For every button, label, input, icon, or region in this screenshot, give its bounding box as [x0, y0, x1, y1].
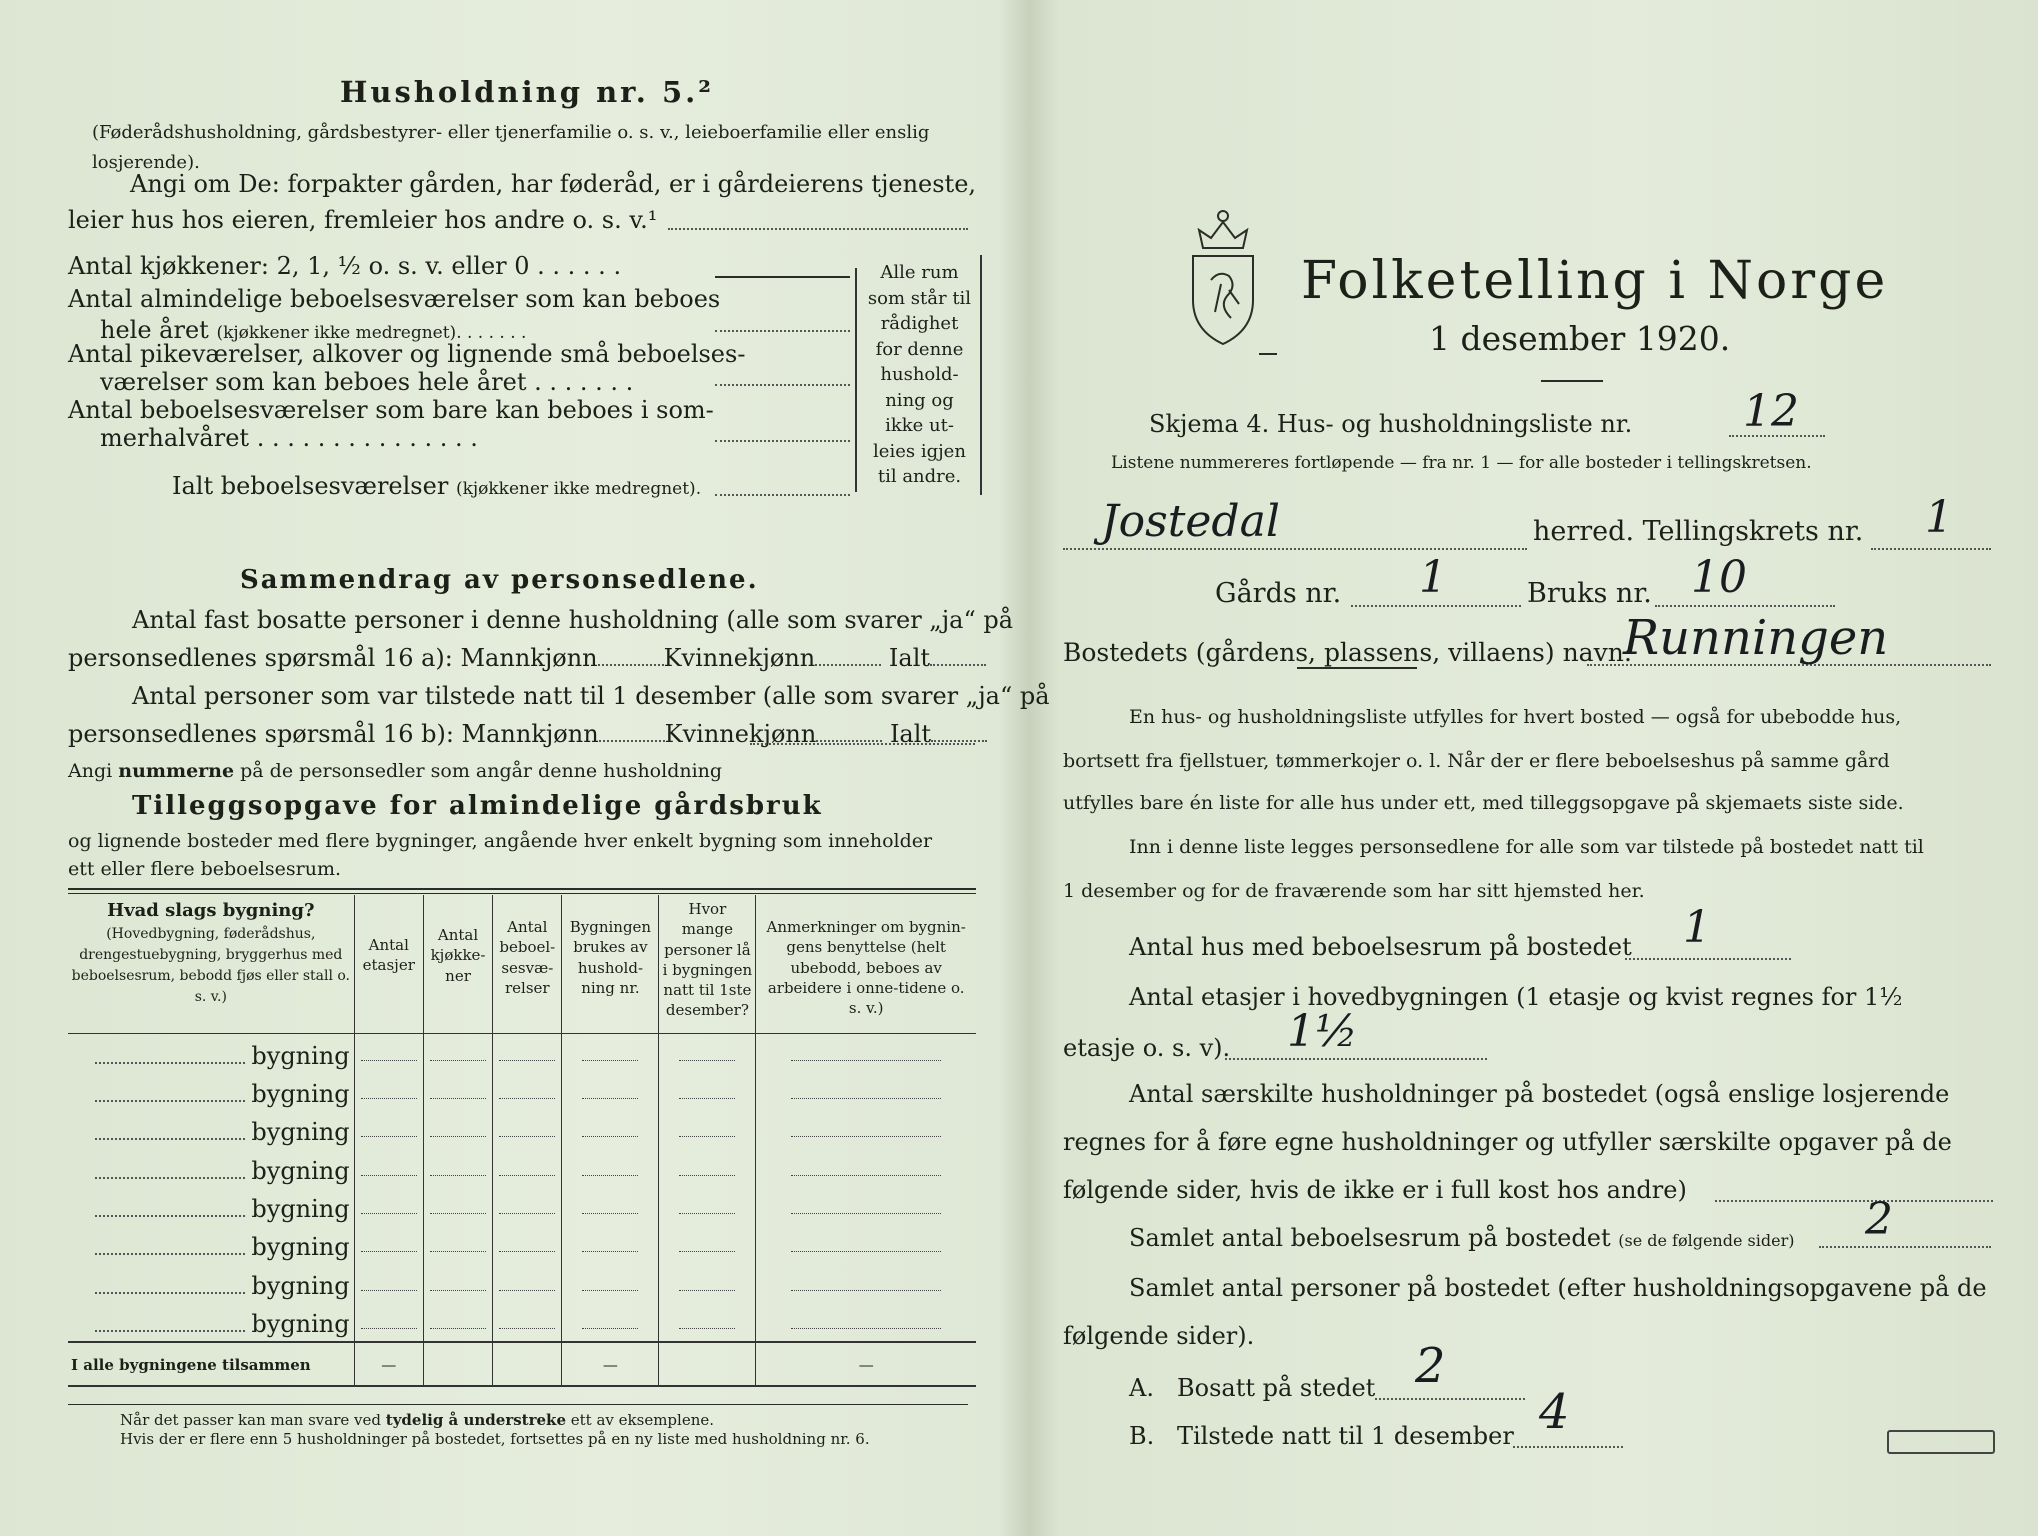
numbering-note: Listene nummereres fortløpende — fra nr. 1 — for alle bosteder i tellingskretsen. [1111, 453, 1812, 473]
building-row[interactable] [68, 1110, 976, 1148]
gards-value[interactable]: 1 [1419, 552, 1447, 603]
skjema-value[interactable]: 12 [1743, 386, 1799, 437]
col7-header: Anmerkninger om bygnin-gens benyttelse (helt ubebodd, beboes av arbeidere i onne-tidene o. s. v.) [756, 895, 976, 1033]
col6-header: Hvor mange personer lå i bygningen natt til 1ste desember? [659, 895, 756, 1033]
etasjer-value[interactable]: 1½ [1287, 1006, 1358, 1057]
sarskilte-2: regnes for å føre egne husholdninger og utfyller særskilte opgaver på de [1063, 1128, 1952, 1156]
building-row[interactable] [68, 1187, 976, 1225]
tellingskrets-value[interactable]: 1 [1925, 492, 1953, 543]
total-dash: — [381, 1355, 397, 1374]
household-title: Husholdning nr. 5.² [340, 75, 714, 109]
etasjer-1: Antal etasjer i hovedbygningen (1 etasje og kvist regnes for 1½ [1129, 983, 1903, 1011]
summary-title: Sammendrag av personsedlene. [240, 565, 759, 595]
instr-5: 1 desember og for de fraværende som har sitt hjemsted her. [1063, 880, 1645, 902]
household-note: (Føderådshusholdning, gårdsbestyrer- eller tjenerfamilie o. s. v., leieboerfamilie eller enslig losjerende). [92, 122, 930, 173]
total-dash: — [602, 1355, 618, 1374]
a-value[interactable]: 2 [1415, 1338, 1446, 1394]
summary-p1b: personsedlenes spørsmål 16 a): Mannkjønn Kvinnekjønn Ialt [68, 646, 986, 670]
footnote-2: Hvis der er flere enn 5 husholdninger på bostedet, fortsettes på en ny liste med husholdning nr. 6. [120, 1430, 870, 1448]
etasjer-2: etasje o. s. v). [1063, 1034, 1231, 1062]
brace-note-line: leies igjen [873, 440, 966, 462]
building-row[interactable] [68, 1149, 976, 1187]
building-row-label: bygning [251, 1195, 350, 1224]
building-row[interactable] [68, 1033, 976, 1072]
b-value[interactable]: 4 [1539, 1384, 1570, 1440]
angi-nummerne: Angi nummerne på de personsedler som angår denne husholdning [68, 760, 723, 782]
brace-note-line: for denne [875, 338, 964, 360]
right-page [1019, 0, 2038, 1536]
footnote-1: Når det passer kan man svare ved tydelig å understreke ett av eksemplene. [120, 1411, 715, 1429]
angi-line-1: Angi om De: forpakter gården, har føderåd, er i gårdeierens tjeneste, [130, 170, 977, 198]
bruks-label: Bruks nr. [1527, 578, 1652, 609]
addon-title: Tilleggsopgave for almindelige gårdsbruk [132, 791, 823, 821]
brace-note-line: som står til [867, 287, 972, 309]
rooms-kitchens: Antal kjøkkener: 2, 1, ½ o. s. v. eller 0 . . . . . . [68, 252, 622, 280]
printer-stamp [1887, 1430, 1995, 1454]
angi-line-2: leier hus hos eieren, fremleier hos andre o. s. v.¹ [68, 206, 658, 234]
b-text: Tilstede natt til 1 desember [1177, 1422, 1514, 1450]
rooms-maid-2: værelser som kan beboes hele året . . . . . . . [100, 368, 634, 396]
instr-1: En hus- og husholdningsliste utfylles for hvert bosted — også for ubebodde hus, [1129, 706, 1902, 728]
col1-title: Hvad slags bygning? [107, 900, 315, 921]
hus-label: Antal hus med beboelsesrum på bostedet [1129, 933, 1632, 961]
building-row-label: bygning [251, 1156, 350, 1185]
building-row-label: bygning [251, 1310, 350, 1339]
building-row[interactable] [68, 1264, 976, 1302]
total-row [68, 1342, 976, 1386]
col5-header: Bygningen brukes av hushold-ning nr. [562, 895, 659, 1033]
gards-label: Gårds nr. [1215, 578, 1342, 609]
herred-label: herred. Tellingskrets nr. [1533, 516, 1864, 547]
building-row-label: bygning [251, 1079, 350, 1108]
instr-3: utfylles bare én liste for alle hus under ett, med tilleggsopgave på skjemaets siste side. [1063, 792, 1904, 814]
brace-note [862, 260, 977, 490]
building-row[interactable] [68, 1302, 976, 1341]
hus-value[interactable]: 1 [1683, 902, 1711, 953]
brace-note-line: Alle rum [880, 262, 959, 283]
bosted-label: Bostedets (gårdens, plassens, villaens) navn: [1063, 638, 1633, 667]
instr-4: Inn i denne liste legges personsedlene for alle som var tilstede på bostedet natt til [1129, 836, 1924, 858]
b-label: B. [1129, 1422, 1155, 1450]
building-row[interactable] [68, 1072, 976, 1110]
building-table [68, 895, 976, 1387]
col2-header: Antal etasjer [354, 895, 423, 1033]
date: 1 desember 1920. [1429, 319, 1731, 358]
brace-note-line: hushold- [880, 364, 959, 385]
bosted-value[interactable]: Runningen [1623, 610, 1889, 666]
brace-note-line: ning og [885, 389, 954, 411]
rooms-ordinary-1: Antal almindelige beboelsesværelser som kan beboes [68, 285, 721, 313]
brace-note-line: ikke ut- [885, 415, 954, 436]
building-row-label: bygning [251, 1233, 350, 1262]
norway-coat-of-arms-icon [1181, 200, 1265, 350]
a-label: A. [1129, 1374, 1154, 1402]
herred-value[interactable]: Jostedal [1101, 496, 1280, 547]
total-dash: — [858, 1355, 874, 1374]
rooms-ordinary-2: hele året (kjøkkener ikke medregnet). . . . . . . [100, 316, 527, 344]
rooms-summer-2: merhalvåret . . . . . . . . . . . . . . . [100, 424, 478, 452]
samlet-pers-1: Samlet antal personer på bostedet (efter husholdningsopgavene på de [1129, 1274, 1987, 1302]
sarskilte-3: følgende sider, hvis de ikke er i full kost hos andre) [1063, 1176, 1687, 1204]
addon-note-2: ett eller flere beboelsesrum. [68, 858, 342, 880]
a-text: Bosatt på stedet [1177, 1374, 1376, 1402]
brace-note-line: rådighet [880, 313, 959, 334]
rooms-summer-1: Antal beboelsesværelser som bare kan beboes i som- [68, 396, 714, 424]
building-row-label: bygning [251, 1041, 350, 1070]
rooms-total: Ialt beboelsesværelser (kjøkkener ikke medregnet). [172, 472, 702, 500]
col1-note: (Hovedbygning, føderådshus, drengestuebygning, bryggerhus med beboelsesrum, bebodd fjøs eller stall o. s. v.) [71, 926, 351, 1005]
sarskilte-1: Antal særskilte husholdninger på bostedet (også enslige losjerende [1129, 1080, 1950, 1108]
building-row-label: bygning [251, 1271, 350, 1300]
instr-2: bortsett fra fjellstuer, tømmerkojer o. l. Når der er flere beboelseshus på samme gård [1063, 750, 1890, 772]
summary-p2a-visible: Antal personer som var tilstede natt til 1 desember (alle som svarer „ja“ på [132, 682, 1050, 710]
col4-header: Antal beboel-sesvæ-relser [493, 895, 562, 1033]
summary-p2b: personsedlenes spørsmål 16 b): Mannkjønn Kvinnekjønn Ialt [68, 722, 987, 746]
total-row-label: I alle bygningene tilsammen [71, 1355, 311, 1374]
brace-note-line: til andre. [877, 466, 962, 487]
skjema-label: Skjema 4. Hus- og husholdningsliste nr. [1149, 410, 1633, 438]
building-row[interactable] [68, 1225, 976, 1263]
col3-header: Antal kjøkke-ner [423, 895, 492, 1033]
samlet-rum-value[interactable]: 2 [1865, 1194, 1893, 1245]
building-row-label: bygning [251, 1118, 350, 1147]
bruks-value[interactable]: 10 [1691, 552, 1747, 603]
summary-p1a: Antal fast bosatte personer i denne husholdning (alle som svarer „ja“ på [132, 606, 1014, 634]
samlet-rum: Samlet antal beboelsesrum på bostedet (se de følgende sider) [1129, 1224, 1795, 1252]
addon-note-1: og lignende bosteder med flere bygninger, angående hver enkelt bygning som inneholder [68, 830, 933, 852]
samlet-pers-2: følgende sider). [1063, 1322, 1255, 1350]
rooms-maid-1: Antal pikeværelser, alkover og lignende små beboelses- [68, 340, 746, 368]
title: Folketelling i Norge [1301, 251, 1889, 311]
